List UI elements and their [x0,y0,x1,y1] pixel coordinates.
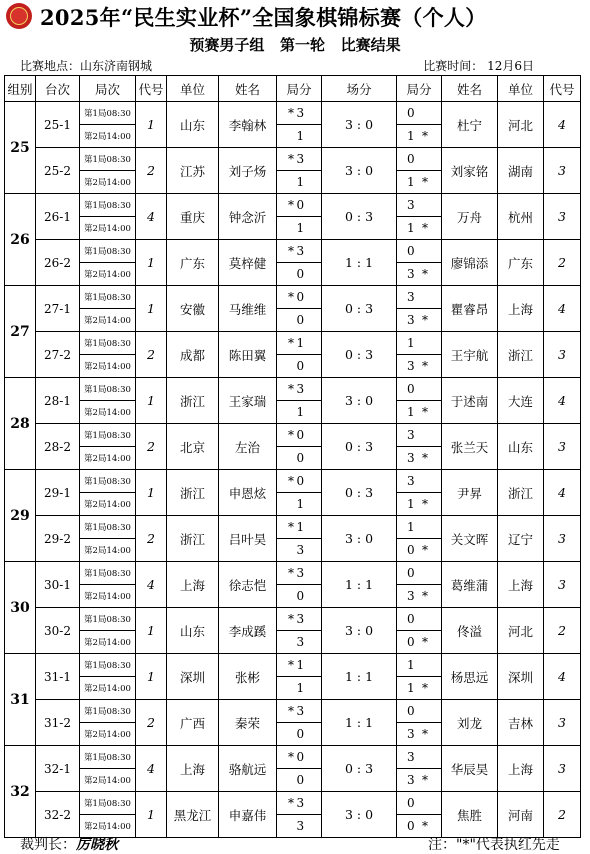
right-game-points: 0 [397,792,442,815]
left-game-points: 1 [277,217,322,240]
match-score: 0 : 3 [322,424,397,470]
right-player-name: 刘家铭 [442,148,498,194]
date-label: 比赛时间： 12月6日 [423,59,534,73]
venue-label: 比赛地点：山东济南钢城 [20,59,153,73]
board-id: 28-1 [36,378,80,424]
round-time: 第2局14:00 [80,125,136,148]
right-player-name: 杨思远 [442,654,498,700]
right-game-points: 0 [397,378,442,401]
left-game-points: * 3 [277,608,322,631]
left-player-code: 1 [136,792,167,838]
right-player-name: 张兰天 [442,424,498,470]
referee-label: 裁判长： [20,837,76,853]
left-player-unit: 上海 [167,562,219,608]
board-id: 27-2 [36,332,80,378]
match-score: 3 : 0 [322,608,397,654]
board-id: 32-1 [36,746,80,792]
left-player-unit: 浙江 [167,516,219,562]
round-time: 第2局14:00 [80,217,136,240]
right-player-code: 4 [544,470,581,516]
left-player-name: 徐志恺 [219,562,277,608]
round-time: 第2局14:00 [80,585,136,608]
round-time: 第2局14:00 [80,539,136,562]
right-player-code: 3 [544,746,581,792]
round-time: 第1局08:30 [80,654,136,677]
table-row [5,516,581,539]
left-game-points: 0 [277,769,322,792]
right-player-unit: 吉林 [498,700,544,746]
right-player-name: 瞿睿昂 [442,286,498,332]
header [0,0,590,78]
group-id: 28 [5,378,36,470]
header-col-round: 局次 [80,76,136,102]
board-id: 25-1 [36,102,80,148]
left-game-points: 0 [277,309,322,332]
left-game-points: * 3 [277,700,322,723]
round-time: 第1局08:30 [80,148,136,171]
left-game-points: * 1 [277,332,322,355]
right-player-name: 尹昇 [442,470,498,516]
right-game-points: 3 [397,194,442,217]
left-game-points: * 0 [277,746,322,769]
left-player-name: 张彬 [219,654,277,700]
right-player-name: 廖锦添 [442,240,498,286]
right-player-unit: 杭州 [498,194,544,240]
left-player-unit: 浙江 [167,470,219,516]
header-col-table: 台次 [36,76,80,102]
left-player-code: 4 [136,746,167,792]
left-player-unit: 黑龙江 [167,792,219,838]
right-player-unit: 辽宁 [498,516,544,562]
left-game-points: * 3 [277,102,322,125]
round-time: 第2局14:00 [80,401,136,424]
match-score: 0 : 3 [322,746,397,792]
round-time: 第1局08:30 [80,424,136,447]
right-game-points: 3 * [397,263,442,286]
match-score: 1 : 1 [322,700,397,746]
round-time: 第1局08:30 [80,562,136,585]
left-game-points: * 0 [277,470,322,493]
left-player-name: 李翰林 [219,102,277,148]
left-player-code: 1 [136,378,167,424]
left-game-points: 1 [277,677,322,700]
right-player-unit: 上海 [498,562,544,608]
left-player-name: 李成蹊 [219,608,277,654]
table-row [5,378,581,401]
group-id: 29 [5,470,36,562]
match-score: 0 : 3 [322,286,397,332]
board-id: 26-1 [36,194,80,240]
left-player-unit: 北京 [167,424,219,470]
left-player-name: 吕叶昊 [219,516,277,562]
right-player-code: 4 [544,378,581,424]
right-game-points: 1 * [397,125,442,148]
match-score: 1 : 1 [322,562,397,608]
right-player-unit: 广东 [498,240,544,286]
right-game-points: 1 [397,516,442,539]
round-time: 第2局14:00 [80,815,136,838]
right-player-unit: 湖南 [498,148,544,194]
right-player-code: 3 [544,148,581,194]
left-player-code: 1 [136,102,167,148]
left-player-code: 2 [136,516,167,562]
right-player-unit: 深圳 [498,654,544,700]
table-body [5,102,581,838]
right-game-points: 0 [397,102,442,125]
left-player-name: 申恩炫 [219,470,277,516]
results-table [4,75,581,838]
header-col-unit-left: 单位 [167,76,219,102]
right-player-name: 葛维蒲 [442,562,498,608]
table-row [5,102,581,125]
left-game-points: * 0 [277,286,322,309]
round-time: 第2局14:00 [80,263,136,286]
round-time: 第2局14:00 [80,769,136,792]
left-game-points: * 0 [277,194,322,217]
right-player-code: 3 [544,424,581,470]
page-title: 2025年“民生实业杯”全国象棋锦标赛（个人） [40,5,487,30]
right-game-points: 3 [397,286,442,309]
right-player-unit: 大连 [498,378,544,424]
left-player-code: 2 [136,148,167,194]
match-score: 0 : 3 [322,470,397,516]
left-game-points: 1 [277,171,322,194]
left-player-code: 1 [136,240,167,286]
right-player-code: 3 [544,562,581,608]
right-player-unit: 河北 [498,608,544,654]
right-player-name: 万舟 [442,194,498,240]
round-time: 第1局08:30 [80,286,136,309]
right-player-code: 2 [544,240,581,286]
right-player-name: 杜宁 [442,102,498,148]
left-player-unit: 安徽 [167,286,219,332]
round-time: 第1局08:30 [80,608,136,631]
right-game-points: 1 * [397,401,442,424]
match-score: 3 : 0 [322,378,397,424]
left-player-unit: 广东 [167,240,219,286]
right-player-name: 焦胜 [442,792,498,838]
header-col-group: 组别 [5,76,36,102]
left-player-unit: 深圳 [167,654,219,700]
table-row [5,654,581,677]
group-id: 25 [5,102,36,194]
left-player-name: 莫梓健 [219,240,277,286]
right-player-code: 3 [544,516,581,562]
board-id: 26-2 [36,240,80,286]
left-game-points: 1 [277,125,322,148]
left-player-unit: 重庆 [167,194,219,240]
header-col-code-left: 代号 [136,76,167,102]
footer-note: 注："*"代表执红先走 [428,837,560,853]
left-game-points: 0 [277,355,322,378]
right-game-points: 1 * [397,217,442,240]
round-time: 第1局08:30 [80,746,136,769]
right-player-code: 3 [544,700,581,746]
right-game-points: 0 [397,700,442,723]
right-player-name: 佟溢 [442,608,498,654]
right-game-points: 0 [397,240,442,263]
table-row [5,608,581,631]
round-time: 第2局14:00 [80,677,136,700]
left-game-points: * 0 [277,424,322,447]
left-player-unit: 广西 [167,700,219,746]
right-player-code: 4 [544,286,581,332]
left-player-code: 1 [136,608,167,654]
left-game-points: * 3 [277,562,322,585]
left-player-name: 刘子炀 [219,148,277,194]
left-game-points: 3 [277,539,322,562]
round-time: 第1局08:30 [80,102,136,125]
left-game-points: * 1 [277,654,322,677]
round-time: 第1局08:30 [80,516,136,539]
group-id: 27 [5,286,36,378]
match-score: 3 : 0 [322,102,397,148]
header-col-name-right: 姓名 [442,76,498,102]
board-id: 27-1 [36,286,80,332]
table-row [5,148,581,171]
right-game-points: 1 * [397,493,442,516]
match-score: 3 : 0 [322,516,397,562]
left-game-points: 1 [277,401,322,424]
match-score: 1 : 1 [322,240,397,286]
left-game-points: * 3 [277,148,322,171]
right-game-points: 1 * [397,677,442,700]
round-time: 第2局14:00 [80,631,136,654]
board-id: 31-2 [36,700,80,746]
left-player-unit: 山东 [167,608,219,654]
right-game-points: 0 * [397,631,442,654]
round-time: 第2局14:00 [80,447,136,470]
right-player-unit: 上海 [498,286,544,332]
right-game-points: 3 * [397,309,442,332]
left-player-name: 申嘉伟 [219,792,277,838]
table-row [5,470,581,493]
match-score: 0 : 3 [322,194,397,240]
board-id: 32-2 [36,792,80,838]
round-time: 第1局08:30 [80,240,136,263]
table-row [5,332,581,355]
right-player-unit: 上海 [498,746,544,792]
left-player-name: 钟念沂 [219,194,277,240]
round-time: 第1局08:30 [80,470,136,493]
right-game-points: 3 [397,746,442,769]
right-game-points: 3 * [397,723,442,746]
header-col-name-left: 姓名 [219,76,277,102]
referee-name: 厉晓秋 [76,837,118,853]
match-score: 3 : 0 [322,792,397,838]
right-game-points: 3 * [397,585,442,608]
table-row [5,194,581,217]
round-time: 第2局14:00 [80,171,136,194]
right-player-name: 于述南 [442,378,498,424]
left-player-code: 4 [136,562,167,608]
left-player-name: 秦荣 [219,700,277,746]
round-time: 第2局14:00 [80,355,136,378]
right-player-name: 华辰昊 [442,746,498,792]
header-col-matchscore: 场分 [322,76,397,102]
table-row [5,700,581,723]
round-time: 第1局08:30 [80,194,136,217]
left-game-points: 0 [277,447,322,470]
board-id: 30-2 [36,608,80,654]
left-player-name: 骆航远 [219,746,277,792]
right-game-points: 1 [397,332,442,355]
round-time: 第2局14:00 [80,723,136,746]
right-game-points: 3 * [397,769,442,792]
match-score: 0 : 3 [322,332,397,378]
right-player-unit: 河南 [498,792,544,838]
left-player-name: 马维维 [219,286,277,332]
left-player-unit: 成都 [167,332,219,378]
left-game-points: 0 [277,585,322,608]
left-game-points: * 3 [277,378,322,401]
left-player-unit: 上海 [167,746,219,792]
referee [20,834,118,854]
right-game-points: 1 * [397,171,442,194]
right-player-name: 关文晖 [442,516,498,562]
left-game-points: 3 [277,815,322,838]
page-subtitle: 预赛男子组 第一轮 比赛结果 [189,36,401,54]
table-row [5,240,581,263]
table-row [5,562,581,585]
round-time: 第1局08:30 [80,332,136,355]
round-time: 第1局08:30 [80,792,136,815]
round-time: 第2局14:00 [80,493,136,516]
right-player-unit: 河北 [498,102,544,148]
right-game-points: 0 [397,148,442,171]
right-game-points: 3 [397,424,442,447]
left-game-points: 0 [277,263,322,286]
group-id: 31 [5,654,36,746]
right-player-unit: 山东 [498,424,544,470]
right-game-points: 0 [397,562,442,585]
left-player-code: 2 [136,424,167,470]
left-player-code: 1 [136,470,167,516]
left-game-points: * 3 [277,240,322,263]
header-col-gamepts-right: 局分 [397,76,442,102]
board-id: 31-1 [36,654,80,700]
right-game-points: 0 * [397,539,442,562]
right-game-points: 3 * [397,355,442,378]
right-game-points: 0 [397,608,442,631]
header-col-code-right: 代号 [544,76,581,102]
right-game-points: 3 * [397,447,442,470]
right-player-code: 2 [544,792,581,838]
match-score: 3 : 0 [322,148,397,194]
table-row [5,286,581,309]
table-row [5,792,581,815]
table-row [5,746,581,769]
table-header-row [5,76,581,102]
left-player-code: 2 [136,700,167,746]
round-time: 第1局08:30 [80,378,136,401]
left-player-name: 陈田翼 [219,332,277,378]
round-time: 第1局08:30 [80,700,136,723]
left-player-name: 王家瑞 [219,378,277,424]
chess-association-logo-icon [6,3,32,29]
left-player-code: 1 [136,654,167,700]
right-player-unit: 浙江 [498,470,544,516]
left-player-code: 4 [136,194,167,240]
right-player-code: 4 [544,102,581,148]
right-game-points: 0 * [397,815,442,838]
right-player-code: 3 [544,194,581,240]
board-id: 28-2 [36,424,80,470]
table-row [5,424,581,447]
left-player-unit: 浙江 [167,378,219,424]
header-col-gamepts-left: 局分 [277,76,322,102]
left-game-points: 1 [277,493,322,516]
left-player-code: 1 [136,286,167,332]
header-col-unit-right: 单位 [498,76,544,102]
right-player-name: 刘龙 [442,700,498,746]
match-score: 1 : 1 [322,654,397,700]
left-player-unit: 江苏 [167,148,219,194]
right-game-points: 3 [397,470,442,493]
left-player-code: 2 [136,332,167,378]
round-time: 第2局14:00 [80,309,136,332]
board-id: 29-1 [36,470,80,516]
board-id: 30-1 [36,562,80,608]
right-player-code: 2 [544,608,581,654]
left-game-points: * 1 [277,516,322,539]
right-player-name: 王宇航 [442,332,498,378]
left-game-points: * 3 [277,792,322,815]
group-id: 32 [5,746,36,838]
left-game-points: 0 [277,723,322,746]
left-game-points: 3 [277,631,322,654]
right-player-unit: 浙江 [498,332,544,378]
right-player-code: 3 [544,332,581,378]
left-player-unit: 山东 [167,102,219,148]
board-id: 25-2 [36,148,80,194]
right-game-points: 1 [397,654,442,677]
right-player-code: 4 [544,654,581,700]
board-id: 29-2 [36,516,80,562]
left-player-name: 左治 [219,424,277,470]
group-id: 30 [5,562,36,654]
group-id: 26 [5,194,36,286]
